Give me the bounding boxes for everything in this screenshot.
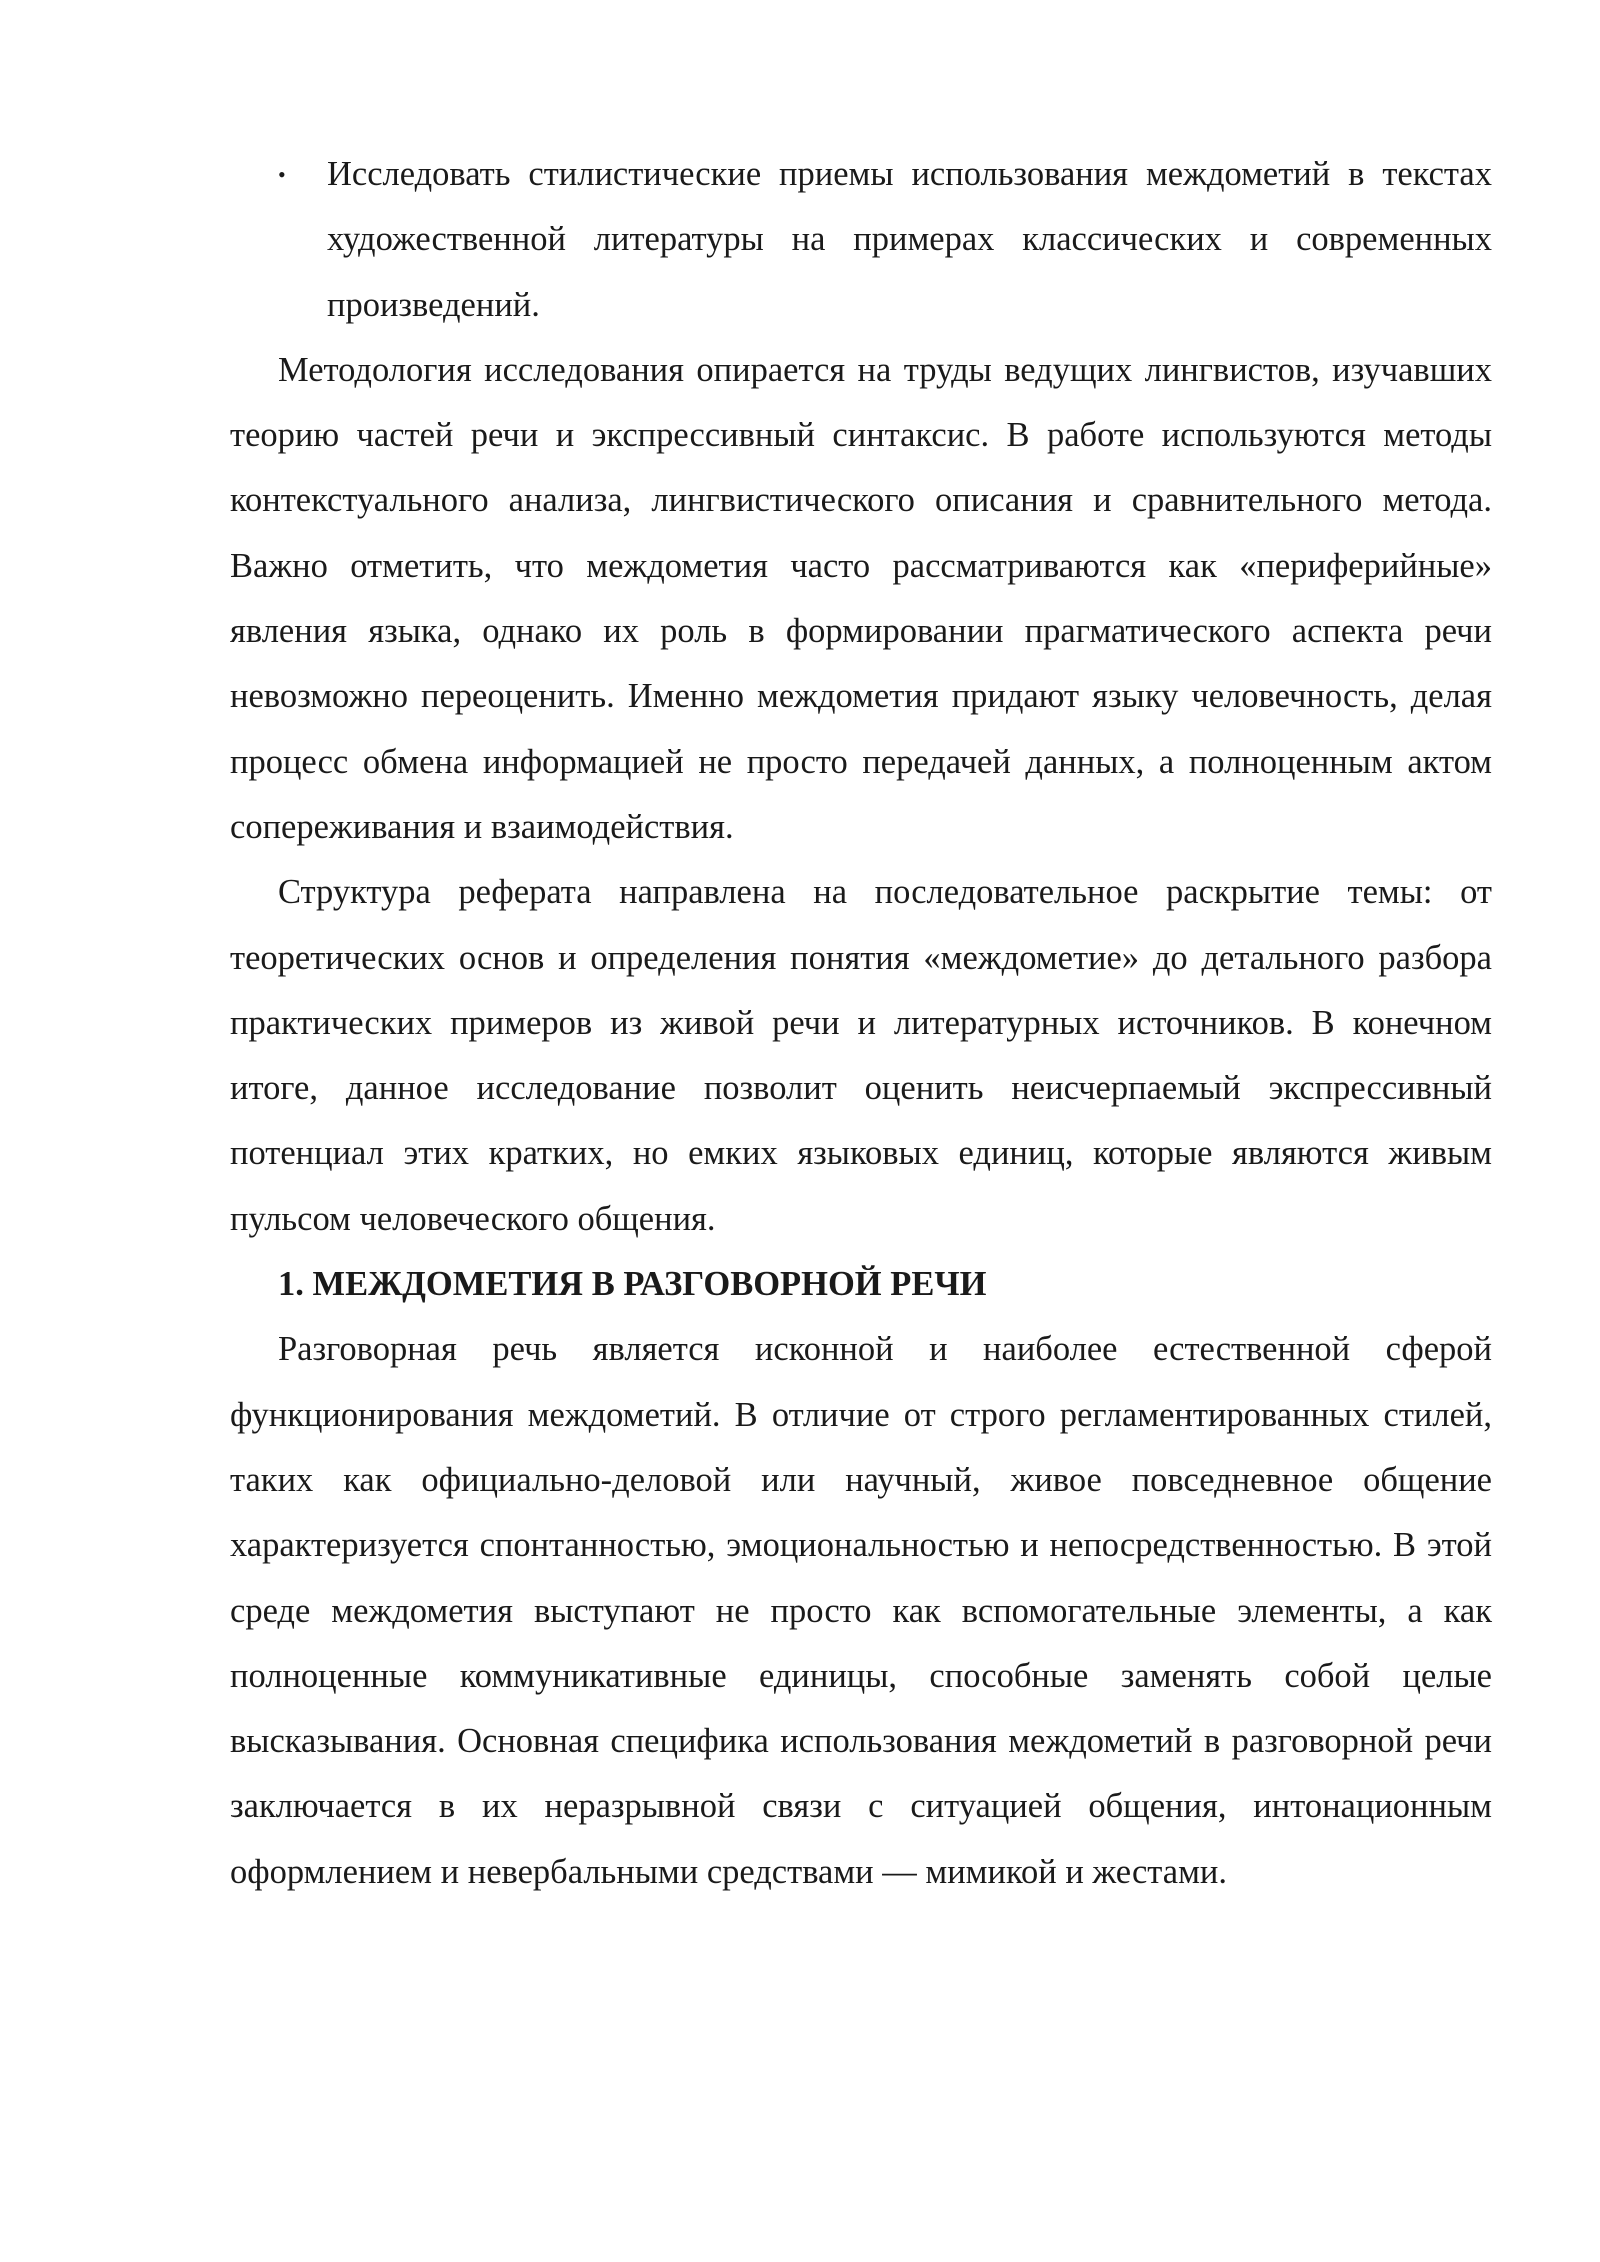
bullet-list xyxy=(230,142,1492,338)
paragraph-structure: Структура реферата направлена на последовательное раскрытие темы: от теоретических основ и определения понятия «междометие» до детального разбора практических примеров из живой речи и литературных источников. В конечном итоге, данное исследование позволит оценить неисчерпаемый экспрессивный потенциал этих кратких, но емких языковых единиц, которые являются живым пульсом человеческого общения. xyxy=(230,873,1492,1238)
paragraph-methodology: Методология исследования опирается на труды ведущих лингвистов, изучавших теорию частей речи и экспрессивный синтаксис. В работе используются методы контекстуального анализа, лингвистического описания и сравнительного метода. Важно отметить, что междометия часто рассматриваются как «периферийные» явления языка, однако их роль в формировании прагматического аспекта речи невозможно переоценить. Именно междометия придают языку человечность, делая процесс обмена информацией не просто передачей данных, а полноценным актом сопереживания и взаимодействия. xyxy=(230,350,1492,846)
bullet-text: Исследовать стилистические приемы использования междометий в текстах художественной литературы на примерах классических и современных произведений. xyxy=(327,155,1492,324)
bullet-icon: • xyxy=(278,162,286,187)
paragraph-colloquial-speech: Разговорная речь является исконной и наиболее естественной сферой функционирования междометий. В отличие от строго регламентированных стилей, таких как официально-деловой или научный, живое повседневное общение характеризуется спонтанностью, эмоциональностью и непосредственностью. В этой среде междометия выступают не просто как вспомогательные элементы, а как полноценные коммуникативные единицы, способные заменять собой целые высказывания. Основная специфика использования междометий в разговорной речи заключается в их неразрывной связи с ситуацией общения, интонационным оформлением и невербальными средствами — мимикой и жестами. xyxy=(230,1330,1492,1891)
list-item xyxy=(278,142,1492,338)
document-body xyxy=(230,142,1492,1905)
section-heading: 1. МЕЖДОМЕТИЯ В РАЗГОВОРНОЙ РЕЧИ xyxy=(278,1265,987,1304)
